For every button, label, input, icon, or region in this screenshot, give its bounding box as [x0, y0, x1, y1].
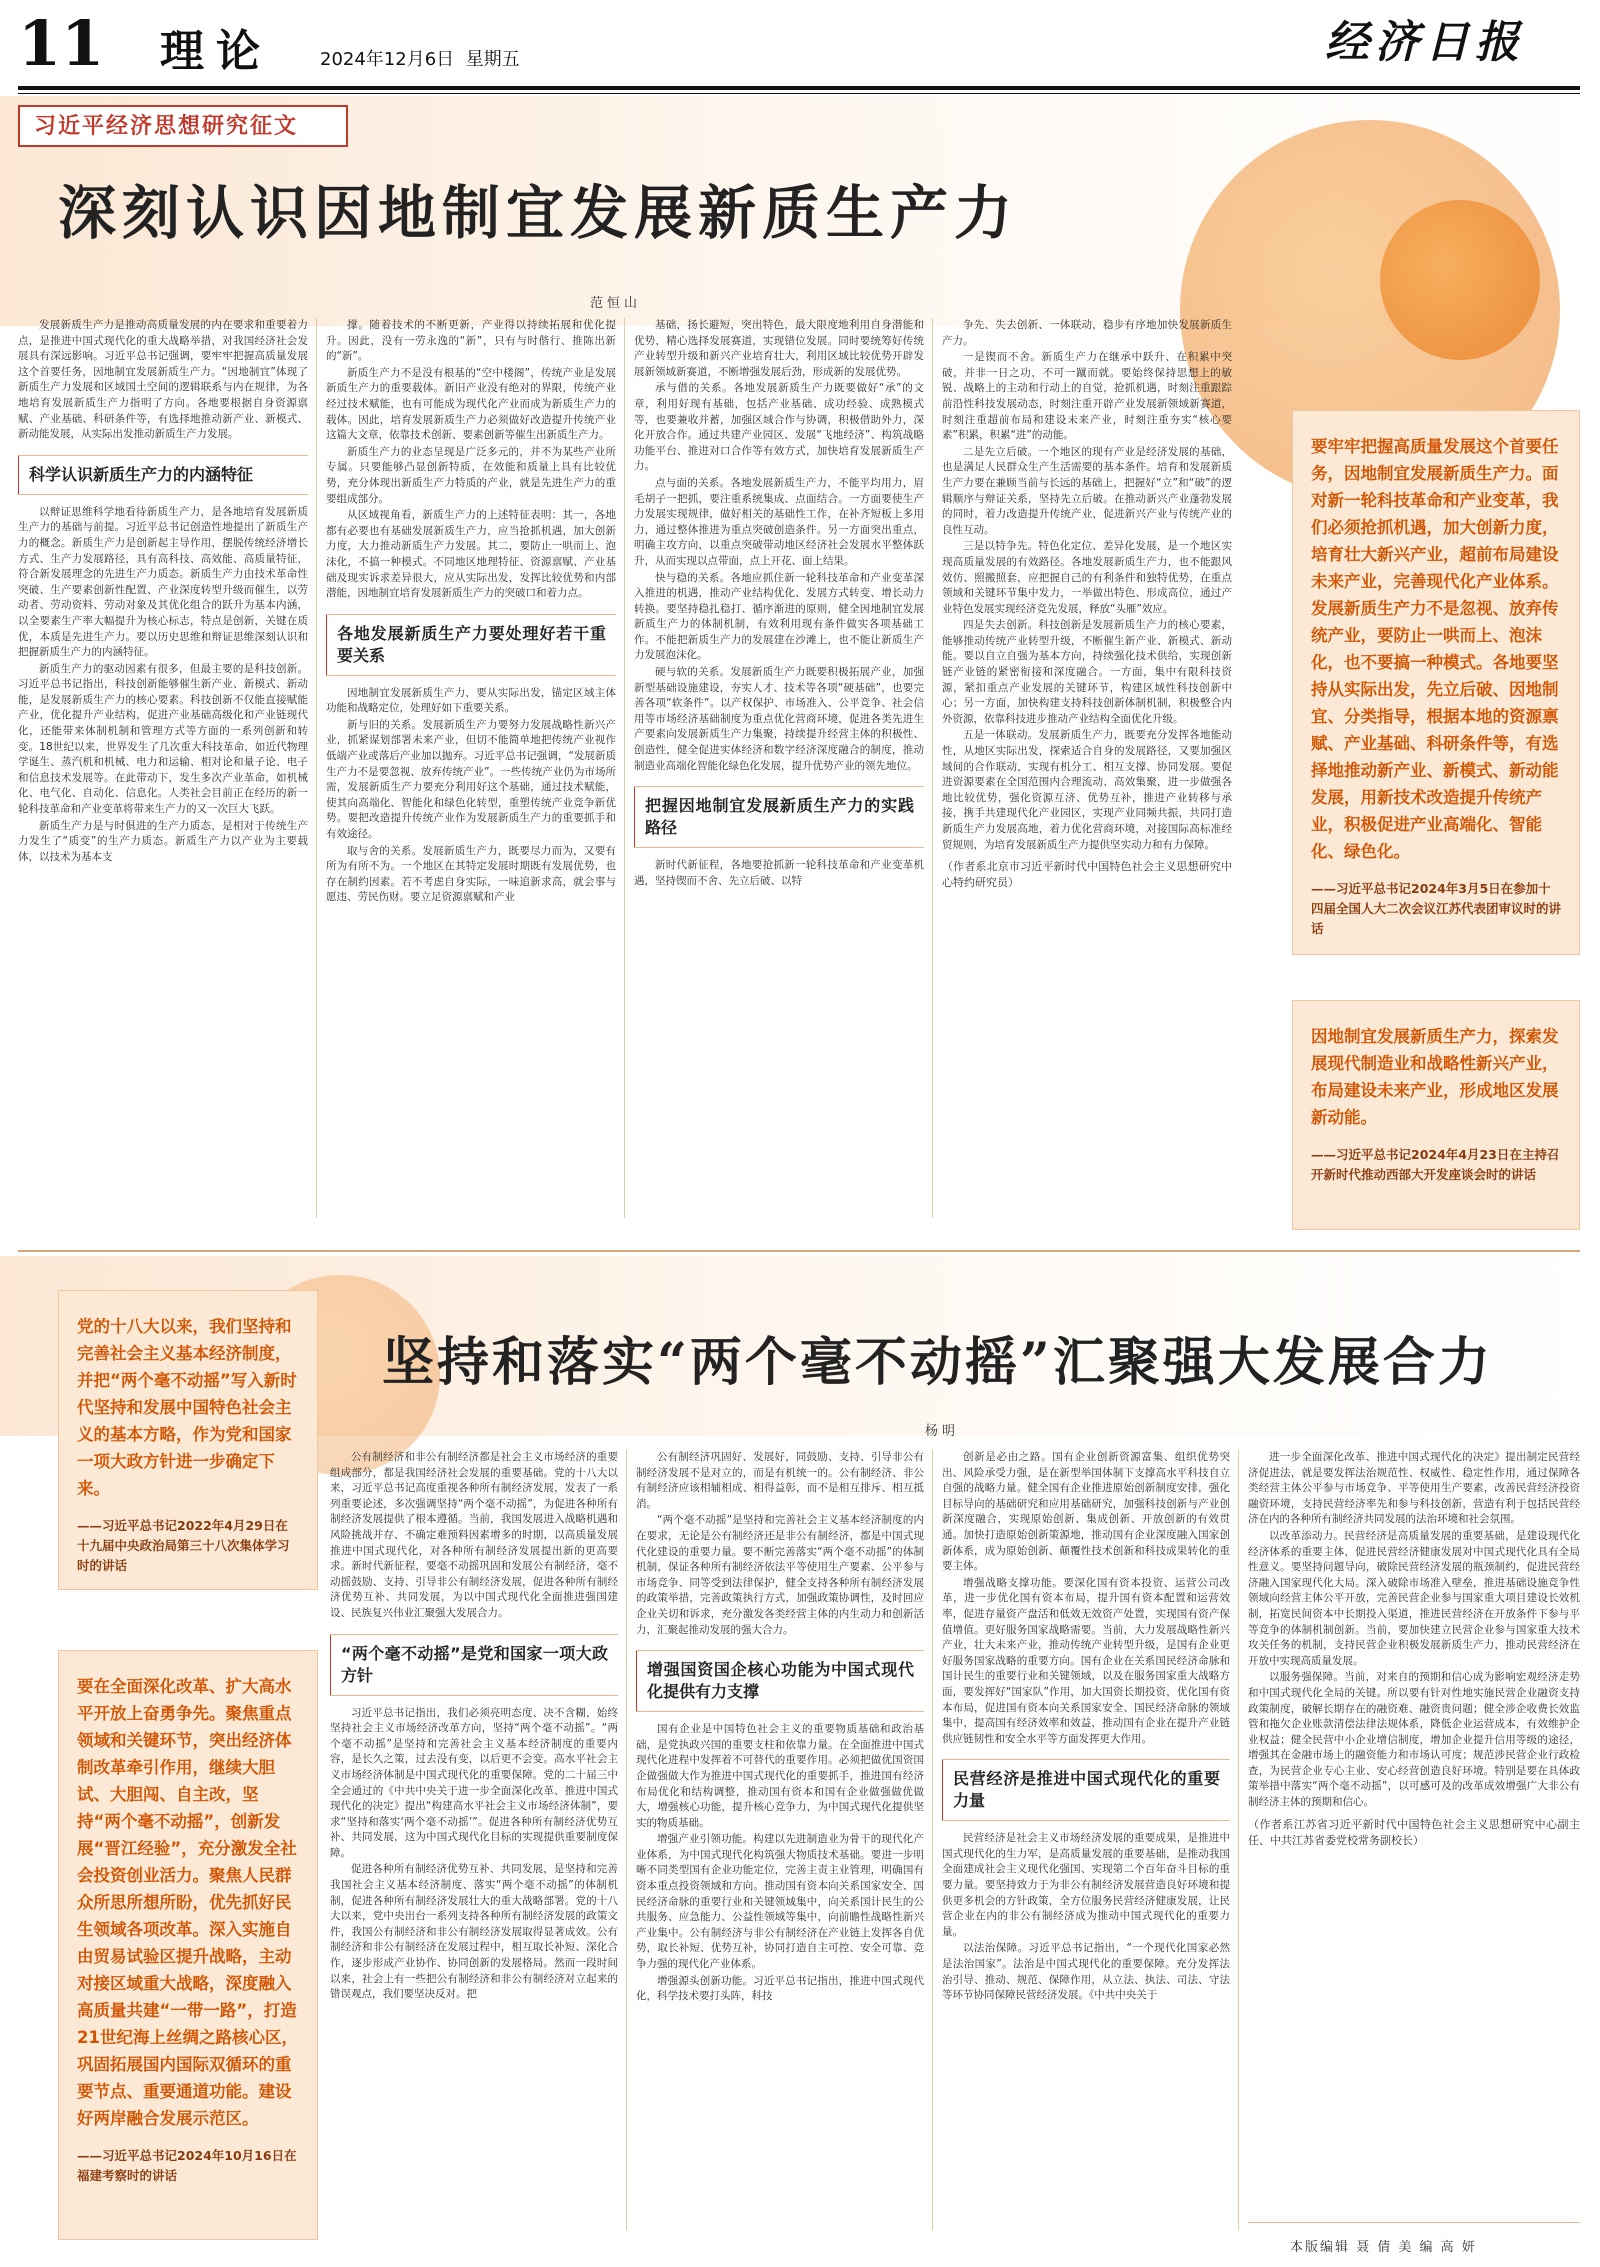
paragraph: 民营经济是社会主义市场经济发展的重要成果，是推进中国式现代化的生力军，是高质量发展的重要基础，是推动我国全面建成社会主义现代化强国、实现第二个百年奋斗目标的重要力量。要坚持致力于为非公有制经济发展营造良好环境和提供更多机会的方针政策，全方位服务民营经济健康发展，让民营企业在内的非公有制经济成为推动中国式现代化的重要力量。	[942, 1832, 1230, 1938]
page-number: 11	[18, 7, 105, 80]
paragraph: 增强产业引领功能。构建以先进制造业为骨干的现代化产业体系，为中国式现代化构筑强大物质技术基础。要进一步明晰不同类型国有企业功能定位，完善主责主业管理，明确国有资本重点投资领域和方向。推动国有资本向关系国家安全、国民经济命脉的重要行业和关键领域集中，向关系国计民生的公共服务、应急能力、公益性领域等集中，向前瞻性战略性新兴产业集中。公有制经济与非公有制经济在产业链上发挥各自优势，取长补短、优势互补，协同打造自主可控、安全可靠、竞争力强的现代化产业体系。	[636, 1833, 924, 1971]
paragraph: 以服务强保障。当前，对来自的预期和信心成为影响宏观经济走势和中国式现代化全局的关键。所以要有针对性地实施民营企业融资支持政策制度，破解长期存在的融资难、融资贵问题；健全涉企收费长效监管和拖欠企业账款清偿法律法规体系，降低企业运营成本，有效维护企业权益；健全民营中小企业增信制度，增加企业提升信用等级的途径，增强其在金融市场上的融资能力和市场认可度；规范涉民营企业行政检查，为民营企业专心主业、安心经营创造良好环境。特别是要在具体政策举措中落实“两个毫不动摇”，以可感可及的改革成效增强广大非公有制经济主体的预期和信心。	[1248, 1671, 1580, 1809]
column-divider	[624, 318, 625, 1218]
side-quote-text: 党的十八大以来，我们坚持和完善社会主义基本经济制度，并把“两个毫不动摇”写入新时代坚持和发展中国特色社会主义的基本方略，作为党和国家一项大政方针进一步确定下来。	[77, 1317, 297, 1498]
article2-subhead-3: 民营经济是推进中国式现代化的重要力量	[942, 1759, 1230, 1821]
paragraph: 撑。随着技术的不断更新，产业得以持续拓展和优化提升。因此，没有一劳永逸的“新”，只有与时偕行、推陈出新的“新”。	[326, 319, 616, 363]
paragraph: 四是失去创新。科技创新是发展新质生产力的核心要素，能够推动传统产业转型升级，不断催生新产业、新模式、新动能。要以自立自强为基本方向，持续强化技术供给，实现创新链产业链的紧密衔接和深度融合。一方面，集中有限科技资源，紧扣重点产业发展的关键环节，构建区域性科技创新中心；另一方面，加快构建支持科技创新体制机制，积极整合内外资源，依靠科技进步推动产业结构全面优化升级。	[942, 619, 1232, 725]
paragraph: 增强源头创新功能。习近平总书记指出，推进中国式现代化，科学技术要打头阵，科技	[636, 1974, 924, 2003]
article1-column-3	[634, 318, 924, 1318]
article1-title: 深刻认识因地制宜发展新质生产力	[58, 179, 1019, 247]
masthead-logo: 经济日报	[1325, 17, 1525, 68]
article2-title: 坚持和落实“两个毫不动摇”汇聚强大发展合力	[382, 1332, 1493, 1393]
paragraph: 国有企业是中国特色社会主义的重要物质基础和政治基础，是党执政兴国的重要支柱和依靠力量。在全面推进中国式现代化进程中发挥着不可替代的重要作用。必须把做优国资国企做强做大作为推进中国式现代化的重要抓手，推进国有经济布局优化和结构调整，推动国有资本和国有企业做强做优做大，增强核心功能，提升核心竞争力，为中国式现代化提供坚实的物质基础。	[636, 1723, 924, 1829]
section-title: 理论	[160, 26, 272, 77]
side-quote-1	[1292, 410, 1580, 955]
article2-column-1	[330, 1450, 618, 2240]
paragraph: 新时代新征程，各地要抢抓新一轮科技革命和产业变革机遇，坚持锲而不舍、先立后破、以特	[634, 859, 924, 887]
column-divider	[316, 318, 317, 1218]
paragraph: 以改革添动力。民营经济是高质量发展的重要基础，是建设现代化经济体系的重要主体，促进民营经济健康发展对中国式现代化具有全局性意义。要坚持问题导向，破除民营经济发展的瓶颈制约，促进民营经济融入国家现代化大局。深入破除市场准入壁垒，推进基础设施竞争性领域向经营主体公平开放，完善民营企业参与国家重大项目建设长效机制，拓宽民间资本中长期投入渠道，推进民营经济在开放条件下参与平等竞争的体制机制创新。当前，要加快建立民营企业参与国家重大技术攻关任务的机制，支持民营企业积极发展新质生产力，推动民营经济在开放中实现高质量发展。	[1248, 1529, 1580, 1667]
paragraph: 一是锲而不舍。新质生产力在继承中跃升、在积累中突破，并非一日之功，不可一蹴而就。要始终保持思想上的敏锐、战略上的主动和行动上的自觉，抢抓机遇，时刻注重跟踪前沿性科技发展动态，时刻注重开辟产业发展新领域新赛道，时刻注重超前布局和建设未来产业，时刻注重夯实“核心要素”积累，积累“进”的动能。	[942, 351, 1232, 442]
side-quote-4	[58, 1650, 318, 2240]
column-divider	[1238, 1450, 1239, 2230]
footer-rule	[1248, 2222, 1580, 2223]
side-quote-attribution: ——习近平总书记2024年3月5日在参加十四届全国人大二次会议江苏代表团审议时的讲话	[1311, 881, 1562, 936]
article1-subhead-2: 各地发展新质生产力要处理好若干重要关系	[326, 614, 616, 676]
paragraph: 硬与软的关系。发展新质生产力既要积极拓展产业，加强新型基础设施建设，夯实人才、技术等各项“硬基础”，也要完善各项“软条件”。以产权保护、市场准入、公平竞争、社会信用等市场经济基础制度为重点优化营商环境，促进各类先进生产要素向发展新质生产力集聚，持续提升经营主体的积极性、创造性，健全促进实体经济和数字经济深度融合的制度，推动制造业高端化智能化绿色化发展，提升优势产业的领先地位。	[634, 666, 924, 772]
column-divider	[626, 1450, 627, 2230]
paragraph: 基础，扬长避短，突出特色，最大限度地利用自身潜能和优势，精心选择发展赛道，实现错位发展。同时要统筹好传统产业转型升级和新兴产业培育壮大，利用区域比较优势开辟发展新领域新赛道，不断增强发展后劲，形成新的发展优势。	[634, 319, 924, 378]
article1-column-1	[18, 318, 308, 1318]
side-quote-attribution: ——习近平总书记2024年4月23日在主持召开新时代推动西部大开发座谈会时的讲话	[1311, 1147, 1560, 1182]
article1-author: 范恒山	[590, 296, 642, 311]
paragraph: 新与旧的关系。发展新质生产力要努力发展战略性新兴产业，抓紧谋划部署未来产业，但切不能简单地把传统产业视作低端产业或落后产业加以抛弃。习近平总书记强调，“发展新质生产力不是要忽视、放弃传统产业”。一些传统产业仍为市场所需，发展新质生产力要充分利用好这个基础，通过技术赋能，使其向高端化、智能化和绿色化转型，重塑传统产业竞争新优势。要把改造提升传统产业作为发展新质生产力的重要抓手和有效途径。	[326, 718, 616, 841]
side-quote-text: 要在全面深化改革、扩大高水平开放上奋勇争先。聚焦重点领域和关键环节，突出经济体制改革牵引作用，继续大胆试、大胆闯、自主改，坚持“两个毫不动摇”，创新发展“晋江经验”，充分激发全社会投资创业活力。聚焦人民群众所思所想所盼，优先抓好民生领域各项改革。深入实施自由贸易试验区提升战略，主动对接区域重大战略，深度融入高质量共建“一带一路”，打造21世纪海上丝绸之路核心区，巩固拓展国内国际双循环的重要节点、重要通道功能。建设好两岸融合发展示范区。	[77, 1677, 298, 2128]
article2-subhead-2: 增强国资国企核心功能为中国式现代化提供有力支撑	[636, 1650, 924, 1712]
paragraph: 习近平总书记指出，我们必须亮明态度、决不含糊，始终坚持社会主义市场经济改革方向，坚持“两个毫不动摇”。“两个毫不动摇”是坚持和完善社会主义基本经济制度的重要内容，是长久之策，过去没有变，以后更不会变。高水平社会主义市场经济体制是中国式现代化的重要保障。党的二十届三中全会通过的《中共中央关于进一步全面深化改革、推进中国式现代化的决定》提出“构建高水平社会主义市场经济体制”，要求“坚持和落实‘两个毫不动摇’”。促进各种所有制经济优势互补、共同发展，这为中国式现代化目标的实现提供重要制度保障。	[330, 1706, 618, 1859]
paragraph: 从区域视角看，新质生产力的上述特征表明：其一，各地都有必要也有基础发展新质生产力，应当抢抓机遇，加大创新力度，大力推动新质生产力发展。其二，要防止一哄而上、泡沫化，不搞一种模式。不同地区地理特征、资源禀赋、产业基础及现实诉求差异很大，应从实际出发，发挥比较优势和内部潜能，因地制宜培育发展新质生产力的突破口和着力点。	[326, 509, 616, 600]
article-divider	[18, 1250, 1580, 1252]
paragraph: 新质生产力的业态呈现是广泛多元的，并不为某些产业所专属。只要能够凸显创新特质，在效能和质量上具有比较优势，充分体现出新质生产力特质的产业，就是先进生产力的重要组成部分。	[326, 445, 616, 505]
paragraph: 以法治保障。习近平总书记指出，“一个现代化国家必然是法治国家”。法治是中国式现代化的重要保障。充分发挥法治引导、推动、规范、保障作用，从立法、执法、司法、守法等环节协同保障民营经济发展。《中共中央关于	[942, 1942, 1230, 2002]
issue-date	[320, 50, 520, 70]
paragraph: 承与借的关系。各地发展新质生产力既要做好“承”的文章，利用好现有基础，包括产业基础、成功经验、成熟模式等，也要兼收并蓄，加强区域合作与协调，积极借助外力，深化开放合作。通过共建产业园区、发展“飞地经济”、构筑战略功能平台、推进对口合作等有效方式，加快培育发展新质生产力。	[634, 382, 924, 473]
side-quote-3	[58, 1290, 318, 1590]
paragraph: 进一步全面深化改革、推进中国式现代化的决定》提出制定民营经济促进法，就是要发挥法治规范性、权威性、稳定性作用，通过保障各类经营主体公平参与市场竞争、平等使用生产要素，改善民营经济投资融资环境，支持民营经济率先和参与科技创新，营造有利于包括民营经济在内的各种所有制经济共同发展的法治环境和社会氛围。	[1248, 1451, 1580, 1526]
paragraph: 创新是必由之路。国有企业创新资源富集、组织优势突出、风险承受力强，是在新型举国体制下支撑高水平科技自立自强的战略力量。健全国有企业推进原始创新制度安排，强化目标导向的基础研究和应用基础研究，加强科技创新与产业创新深度融合，实现原始创新、集成创新、开放创新的有效贯通。加快打造原始创新策源地，推动国有企业深度融入国家创新体系，成为原始创新、颠覆性技术创新和科技成果转化的重要主体。	[942, 1451, 1230, 1573]
side-quote-attribution: ——习近平总书记2024年10月16日在福建考察时的讲话	[77, 2148, 297, 2183]
column-divider	[932, 1450, 933, 2230]
article1-subhead-3: 把握因地制宜发展新质生产力的实践路径	[634, 786, 924, 848]
paragraph: 新质生产力的驱动因素有很多，但最主要的是科技创新。习近平总书记指出，科技创新能够催生新产业、新模式、新动能，是发展新质生产力的核心要素。科技创新不仅能直接赋能产业，优化提升产业结构，促进产业基础高级化和产业链现代化，还能带来体制机制和管理方式等方面的一系列创新和转变。18世纪以来，世界发生了几次重大科技革命，如近代物理学诞生、蒸汽机和机械、电力和运输、相对论和量子论、电子和信息技术发展等。在此带动下，发生多次产业革命，如机械化、电气化、自动化、信息化。人类社会目前正在经历的新一轮科技革命和产业变革将带来生产力的又一次巨大飞跃。	[18, 662, 308, 816]
paragraph: 二是先立后破。一个地区的现有产业是经济发展的基础，也是满足人民群众生产生活需要的基本条件。培育和发展新质生产力要在兼顾当前与长远的基础上，把握好“立”和“破”的逻辑顺序与辩证关系，坚持先立后破。在推动新兴产业蓬勃发展的同时，着力改造提升传统产业，促进新兴产业与传统产业的良性互动。	[942, 445, 1232, 536]
paragraph: 点与面的关系。各地发展新质生产力，不能平均用力，眉毛胡子一把抓，要注重系统集成、点面结合。一方面要使生产力发展实现规律，做好相关的基础性工作，在补齐短板上多用力，通过整体推进为重点突破创造条件。另一方面突出重点，明确主攻方向，以重点突破带动地区经济社会发展水平整体跃升，从而实现以点带面，点上开花、面上结果。	[634, 476, 924, 567]
article1-column-4	[942, 318, 1232, 1238]
paragraph: 增强战略支撑功能。要深化国有资本投资、运营公司改革，进一步优化国有资本布局，提升国有资本配置和运营效率，促进存量资产盘活和低效无效资产处置，实现国有资产保值增值。更好服务国家战略需要。当前，大力发展战略性新兴产业，壮大未来产业，推动传统产业转型升级，是国有企业更好服务国家战略的重要方向。国有企业在关系国民经济命脉和国计民生的重要行业和关键领域，以及在服务国家重大战略方面，要发挥好“国家队”作用，加大国资长期投资，优化国有资本布局，促进国有资本向关系国家安全、国民经济命脉的领域集中，提高国有经济效率和效益，推动国有企业在提升产业链供应链韧性和安全水平等方面发挥更大作用。	[942, 1576, 1230, 1745]
column-tab: 习近平经济思想研究征文	[18, 105, 348, 147]
decorative-ribbon-small	[1380, 200, 1540, 360]
side-quote-text: 因地制宜发展新质生产力，探索发展现代制造业和战略性新兴产业，布局建设未来产业，形成地区发展新动能。	[1311, 1027, 1559, 1127]
paragraph: 新质生产力不是没有根基的“空中楼阁”，传统产业是发展新质生产力的重要载体。新旧产业没有绝对的界限，传统产业经过技术赋能，也有可能成为现代化产业而成为新质生产力的载体。因此，培育发展新质生产力必须做好改造提升传统产业这篇大文章，依靠技术创新、要素创新等催生出新质生产力。	[326, 366, 616, 442]
paragraph: 以辩证思维科学地看待新质生产力，是各地培育发展新质生产力的基础与前提。习近平总书记创造性地提出了新质生产力的概念。新质生产力是创新起主导作用，摆脱传统经济增长方式、生产力发展路径，具有高科技、高效能、高质量特征，符合新发展理念的先进生产力质态。新质生产力由技术革命性突破、生产要素创新性配置、产业深度转型升级而催生，以劳动者、劳动资料、劳动对象及其优化组合的跃升为基本内涵，以全要素生产率大幅提升为核心标志，特点是创新，关键在质优，本质是先进生产力。要以历史思维和辩证思维深刻认识和把握新质生产力的内涵特征。	[18, 505, 308, 659]
header-rule-thin	[18, 93, 1580, 94]
article2-column-4	[1248, 1450, 1580, 2210]
paragraph: 发展新质生产力是推动高质量发展的内在要求和重要着力点，是推进中国式现代化的重大战略举措，对我国经济社会发展具有深远影响。习近平总书记强调，要牢牢把握高质量发展这个首要任务，因地制宜发展新质生产力。“因地制宜”体现了新质生产力发展和区域国土空间的逻辑联系与内在规律，为各地培育发展新质生产力指明了方向。各地要根据自身资源禀赋、产业基础、科研条件等，有选择地推动新产业、新模式、新动能发展，从实际出发推动新质生产力发展。	[18, 319, 308, 441]
column-divider	[932, 318, 933, 1218]
article2-author: 杨明	[925, 1424, 960, 1439]
paragraph: 快与稳的关系。各地应抓住新一轮科技革命和产业变革深入推进的机遇，推动产业结构优化、发展方式转变、增长动力转换。要坚持稳扎稳打、循序渐进的原则，健全因地制宜发展新质生产力的体制机制，有效利用现有条件做实各项基础工作。不能把新质生产力的发展建在沙滩上，也不能让新质生产力发展泡沫化。	[634, 571, 924, 662]
paragraph: 新质生产力是与时俱进的生产力质态，是相对于传统生产力发生了“质变”的生产力质态。新质生产力以产业为主要载体，以技术为基本支	[18, 819, 308, 863]
paragraph: 五是一体联动。发展新质生产力，既要充分发挥各地能动性，从地区实际出发，探索适合自身的发展路径，又要加强区域间的合作联动，实现有机分工、相互支撑、协同发展。要促进资源要素在全国范围内合理流动、高效集聚，进一步做强各地比较优势，强化资源互济、优势互补，推进产业转移与承接，携手共建现代化产业园区，实现产业同频共振，共同打造新质生产力发展高地，着力优化营商环境，对接国际高标准经贸规则，为培育发展新质生产力提供坚实动力和有力保障。	[942, 729, 1232, 851]
editor-credits: 本版编辑 聂 倩 美 编 高 妍	[1290, 2240, 1477, 2255]
paragraph: “两个毫不动摇”是坚持和完善社会主义基本经济制度的内在要求，无论是公有制经济还是非公有制经济，都是中国式现代化建设的重要力量。要不断完善落实“两个毫不动摇”的体制机制，保证各种所有制经济依法平等使用生产要素、公平参与市场竞争、同等受到法律保护，健全支持各种所有制经济发展的政策举措，完善政策执行方式，加强政策协调性，及时回应企业关切和诉求，充分激发各类经营主体的内生动力和创新活力，汇聚起推动发展的强大合力。	[636, 1514, 924, 1636]
article1-subhead-1: 科学认识新质生产力的内涵特征	[18, 455, 308, 495]
paragraph: 促进各种所有制经济优势互补、共同发展，是坚持和完善我国社会主义基本经济制度、落实“两个毫不动摇”的体制机制，促进各种所有制经济发展壮大的重大战略部署。党的十八大以来，党中央出台一系列支持各种所有制经济发展的政策文件，我国公有制经济和非公有制经济发展取得显著成效。公有制经济和非公有制经济在发展过程中，相互取长补短、深化合作，逐步形成产业协作、协同创新的发展格局。然而一段时间以来，社会上有一些把公有制经济和非公有制经济对立起来的错误观点，我们要坚决反对。把	[330, 1863, 618, 2001]
paragraph: 公有制经济和非公有制经济都是社会主义市场经济的重要组成部分，都是我国经济社会发展的重要基础。党的十八大以来，习近平总书记高度重视各种所有制经济发展，发表了一系列重要论述，多次强调坚持“两个毫不动摇”，为促进各种所有制经济发展提供了根本遵循。当前，我国发展进入战略机遇和风险挑战并存、不确定难预料因素增多的时期，以高质量发展推进中国式现代化，对各种所有制经济发展提出新的更高要求。新时代新征程，要毫不动摇巩固和发展公有制经济，毫不动摇鼓励、支持、引导非公有制经济发展，促进各种所有制经济优势互补、共同发展，为以中国式现代化全面推进强国建设、民族复兴伟业汇聚强大发展合力。	[330, 1451, 618, 1619]
article2-column-3	[942, 1450, 1230, 2240]
article1-column-2	[326, 318, 616, 1318]
side-quote-text: 要牢牢把握高质量发展这个首要任务，因地制宜发展新质生产力。面对新一轮科技革命和产业变革，我们必须抢抓机遇，加大创新力度，培育壮大新兴产业，超前布局建设未来产业，完善现代化产业体系。发展新质生产力不是忽视、放弃传统产业，要防止一哄而上、泡沫化，也不要搞一种模式。各地要坚持从实际出发，先立后破、因地制宜、分类指导，根据本地的资源禀赋、产业基础、科研条件等，有选择地推动新产业、新模式、新动能发展，用新技术改造提升传统产业，积极促进产业高端化、智能化、绿色化。	[1311, 437, 1559, 861]
weekday-text: 星期五	[465, 49, 520, 70]
side-quote-2	[1292, 1000, 1580, 1230]
paragraph: 争先、失去创新、一体联动，稳步有序地加快发展新质生产力。	[942, 319, 1232, 347]
paragraph: 取与舍的关系。发展新质生产力，既要尽力而为，又要有所为有所不为。一个地区在其特定发展时期既有发展优势，也存在制约因素。若不考虑自身实际，一味追新求高，就会事与愿违、劳民伤财。要立足资源禀赋和产业	[326, 844, 616, 904]
paragraph: 因地制宜发展新质生产力，要从实际出发，锚定区域主体功能和战略定位，处理好如下重要关系。	[326, 686, 616, 715]
side-quote-attribution: ——习近平总书记2022年4月29日在十九届中央政治局第三十八次集体学习时的讲话	[77, 1518, 290, 1573]
header-rule	[18, 86, 1580, 90]
paragraph: 公有制经济巩固好、发展好，同鼓励、支持、引导非公有制经济发展不是对立的，而是有机统一的。公有制经济、非公有制经济应该相辅相成、相得益彰，而不是相互排斥、相互抵消。	[636, 1451, 924, 1510]
article2-subhead-1: “两个毫不动摇”是党和国家一项大政方针	[330, 1634, 618, 1696]
article1-author-note: （作者系北京市习近平新时代中国特色社会主义思想研究中心特约研究员）	[942, 860, 1232, 890]
article2-column-2	[636, 1450, 924, 2240]
article2-author-note: （作者系江苏省习近平新时代中国特色社会主义思想研究中心副主任、中共江苏省委党校常务副校长）	[1248, 1817, 1580, 1847]
paragraph: 三是以特争先。特色化定位、差异化发展，是一个地区实现高质量发展的有效路径。各地发展新质生产力，也不能跟风效仿、照搬照套，应把握自己的有利条件和独特优势，在重点领域和关键环节集中发力，一举做出特色、形成高位，通过产业特色发展实现经济竞先发展，释放“头雁”效应。	[942, 540, 1232, 615]
date-text: 2024年12月6日	[320, 49, 455, 70]
